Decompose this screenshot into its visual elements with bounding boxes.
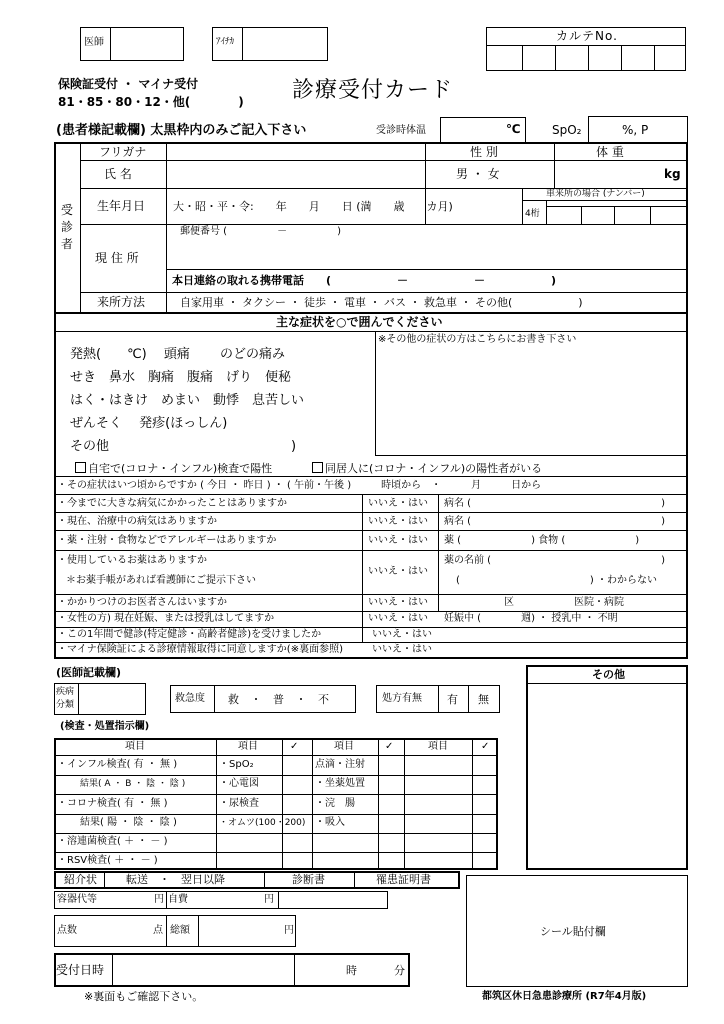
exam-suppository[interactable]: ・坐薬処置 <box>315 778 365 789</box>
insurance-line2: 81・85・80・12・他( ) <box>58 95 244 109</box>
illness-certificate[interactable]: 罹患証明書 <box>376 873 431 886</box>
answer-medication[interactable]: いいえ・はい <box>368 566 428 577</box>
reception-time-label: 受付日時 <box>56 963 105 977</box>
clinic-name: 都筑区休日急患診療所 (R7年4月版) <box>482 991 647 1002</box>
referral-letter[interactable]: 紹介状 <box>64 873 97 886</box>
detail-medication[interactable]: 薬の名前 ( ) <box>444 555 665 566</box>
address-field[interactable] <box>167 240 687 269</box>
question-major-illness: ・今までに大きな病気にかかったことはありますか <box>57 498 287 509</box>
exam-heading: (検査・処置指示欄) <box>60 721 150 732</box>
hour-label: 時 <box>346 964 357 977</box>
temp-label: 受診時体温 <box>376 125 426 136</box>
question-medication-note: ＊お薬手帳があれば看護師にご提示下さい <box>66 575 256 586</box>
car-number-field[interactable] <box>547 207 687 223</box>
exam-inhalation[interactable]: ・吸入 <box>315 817 345 828</box>
question-checkup: ・この1年間で健診(特定健診・高齢者健診)を受けましたか <box>57 629 322 640</box>
symptoms-row2[interactable]: せき 鼻水 胸痛 腹痛 げり 便秘 <box>70 370 292 385</box>
karte-label: カルテNo. <box>556 29 618 43</box>
points-label: 点数 <box>57 925 77 936</box>
car-digits-label: 4桁 <box>525 209 540 219</box>
exam-ecg[interactable]: ・心電図 <box>219 778 259 789</box>
postal-label[interactable]: 郵便番号 ( － ) <box>180 226 341 237</box>
question-current-treatment: ・現在、治療中の病気はありますか <box>57 516 217 527</box>
detail-family-doctor[interactable]: 区 医院・病院 <box>444 597 624 608</box>
urgency-label: 救急度 <box>175 693 205 704</box>
checkbox-icon[interactable] <box>312 462 323 473</box>
other-box[interactable] <box>526 665 688 870</box>
answer-major-illness[interactable]: いいえ・はい <box>368 498 428 509</box>
col-item-4: 項目 <box>428 741 448 752</box>
checkbox-icon[interactable] <box>75 462 86 473</box>
fees-row <box>54 891 388 909</box>
weight-unit: kg <box>664 167 681 181</box>
self-pay-label: 自費 <box>168 894 188 905</box>
birth-label: 生年月日 <box>97 199 146 213</box>
exam-urine[interactable]: ・尿検査 <box>219 798 259 809</box>
doctor-label: 医師 <box>84 37 104 48</box>
minute-label: 分 <box>394 964 405 977</box>
exam-drip[interactable]: 点滴・注射 <box>315 759 365 770</box>
other-symptoms-note: ※その他の症状の方はこちらにお書き下さい <box>378 334 577 345</box>
detail-medication-2[interactable]: ( ) ・わからない <box>456 575 657 586</box>
weight-label: 体 重 <box>596 145 624 159</box>
detail-major-illness[interactable]: 病名 ( ) <box>444 498 665 509</box>
furigana-field[interactable] <box>167 143 425 160</box>
medical-certificate[interactable]: 診断書 <box>292 873 325 886</box>
exam-influenza[interactable]: ・インフル検査( 有 ・ 無 ) <box>57 759 178 770</box>
question-medication: ・使用しているお薬はありますか <box>57 555 207 566</box>
col-check-2: ✓ <box>290 741 299 752</box>
prescription-yes[interactable]: 有 <box>447 693 458 706</box>
detail-current-treatment[interactable]: 病名 ( ) <box>444 516 665 527</box>
exam-enema[interactable]: ・浣 腸 <box>315 798 355 809</box>
col-check-3: ✓ <box>385 741 394 752</box>
page-title: 診療受付カード <box>292 78 454 103</box>
question-myna-consent: ・マイナ保険証による診療情報取得に同意しますか(※裏面参照) <box>57 644 343 655</box>
mobile-phone-label[interactable]: 本日連絡の取れる携帯電話 ( － － ) <box>172 274 557 287</box>
other-label: その他 <box>592 668 625 681</box>
answer-allergy[interactable]: いいえ・はい <box>368 535 428 546</box>
other-symptoms-field[interactable] <box>376 348 687 454</box>
symptoms-row1[interactable]: 発熱( ℃) 頭痛 のどの痛み <box>70 347 286 362</box>
container-fee-yen: 円 <box>154 894 164 905</box>
total-yen: 円 <box>284 925 294 936</box>
exam-diaper[interactable]: ・オムツ(100・200) <box>219 818 306 828</box>
car-number-note: 車来所の場合 (ナンバー) <box>546 189 645 199</box>
patient-side-label: 受 診 者 <box>61 203 74 251</box>
urgency-options[interactable]: 救 ・ 普 ・ 不 <box>228 693 329 706</box>
detail-pregnancy[interactable]: 妊娠中 ( 週) ・ 授乳中 ・ 不明 <box>444 613 618 624</box>
birth-fields[interactable]: 大・昭・平・令: 年 月 日 (満 歳 カ月) <box>173 200 453 213</box>
points-unit: 点 <box>153 925 163 936</box>
furigana-label: フリガナ <box>99 145 147 159</box>
answer-myna-consent[interactable]: いいえ・はい <box>372 644 432 655</box>
prescription-no[interactable]: 無 <box>478 693 489 706</box>
detail-allergy[interactable]: 薬 ( ) 食物 ( ) <box>444 535 640 546</box>
sex-label: 性 別 <box>470 145 498 159</box>
spo2-unit: %, P <box>622 123 649 137</box>
question-pregnancy: ・女性の方) 現在妊娠、または授乳はしてますか <box>57 613 275 624</box>
address-label: 現 住 所 <box>95 251 139 265</box>
question-allergy: ・薬・注射・食物などでアレルギーはありますか <box>57 535 277 546</box>
exam-rsv[interactable]: ・RSV検査( ＋ ・ － ) <box>57 855 158 866</box>
symptoms-row5[interactable]: その他 ) <box>70 439 297 454</box>
doctor-section-heading: (医師記載欄) <box>56 666 122 679</box>
exam-influenza-result[interactable]: 結果( A ・ B ・ 陰 ・ 陰 ) <box>80 779 186 789</box>
answer-pregnancy[interactable]: いいえ・はい <box>368 613 428 624</box>
symptoms-row4[interactable]: ぜんそく 発疹(ほっしん) <box>70 416 228 431</box>
col-item-1: 項目 <box>125 741 145 752</box>
total-label: 総額 <box>170 925 190 936</box>
transfer-option[interactable]: 転送 ・ 翌日以降 <box>126 873 225 886</box>
col-item-2: 項目 <box>238 741 258 752</box>
spo2-label: SpO₂ <box>552 123 582 137</box>
answer-family-doctor[interactable]: いいえ・はい <box>368 597 428 608</box>
exam-covid[interactable]: ・コロナ検査( 有 ・ 無 ) <box>57 798 168 809</box>
col-item-3: 項目 <box>334 741 354 752</box>
disease-class-label: 疾病 分類 <box>56 687 75 710</box>
patient-instruction: (患者様記載欄) 太黒枠内のみご記入下さい <box>56 123 307 138</box>
col-check-4: ✓ <box>481 741 490 752</box>
aichika-label: ｱｲﾁｶ <box>216 37 235 47</box>
name-field[interactable] <box>167 161 425 188</box>
back-side-note: ※裏面もご確認下さい。 <box>84 990 204 1003</box>
transport-options[interactable]: 自家用車 ・ タクシー ・ 徒歩 ・ 電車 ・ バス ・ 救急車 ・ その他( ) <box>180 296 583 309</box>
insurance-line1: 保険証受付 ・ マイナ受付 <box>58 77 199 91</box>
exam-covid-result[interactable]: 結果( 陽 ・ 陰 ・ 陰 ) <box>80 817 177 828</box>
prescription-label: 処方有無 <box>382 693 422 704</box>
seal-label: シール貼付欄 <box>540 925 606 938</box>
answer-checkup[interactable]: いいえ・はい <box>372 629 432 640</box>
question-family-doctor: ・かかりつけのお医者さんはいますか <box>57 597 227 608</box>
home-test-check[interactable]: 自宅で(コロナ・インフル)検査で陽性 <box>75 462 272 474</box>
exam-spo2[interactable]: ・SpO₂ <box>219 759 254 770</box>
transport-label: 来所方法 <box>97 295 146 309</box>
symptoms-heading: 主な症状を○で囲んでください <box>276 315 443 329</box>
self-pay-yen: 円 <box>264 894 274 905</box>
question-onset[interactable]: ・その症状はいつ頃からですか ( 今日 ・ 昨日 ) ・ ( 午前・午後 ) 時頃から ・ 月 日から <box>57 480 542 491</box>
answer-current-treatment[interactable]: いいえ・はい <box>368 516 428 527</box>
exam-strep[interactable]: ・溶連菌検査( ＋ ・ － ) <box>57 836 168 847</box>
symptoms-row3[interactable]: はく・はきけ めまい 動悸 息苦しい <box>70 393 305 408</box>
sex-options[interactable]: 男 ・ 女 <box>456 167 500 181</box>
cohabitant-check[interactable]: 同居人に(コロナ・インフル)の陽性者がいる <box>312 462 542 474</box>
name-label: 氏 名 <box>104 167 132 181</box>
container-fee-label: 容器代等 <box>57 894 97 905</box>
temp-unit: ℃ <box>506 122 521 136</box>
